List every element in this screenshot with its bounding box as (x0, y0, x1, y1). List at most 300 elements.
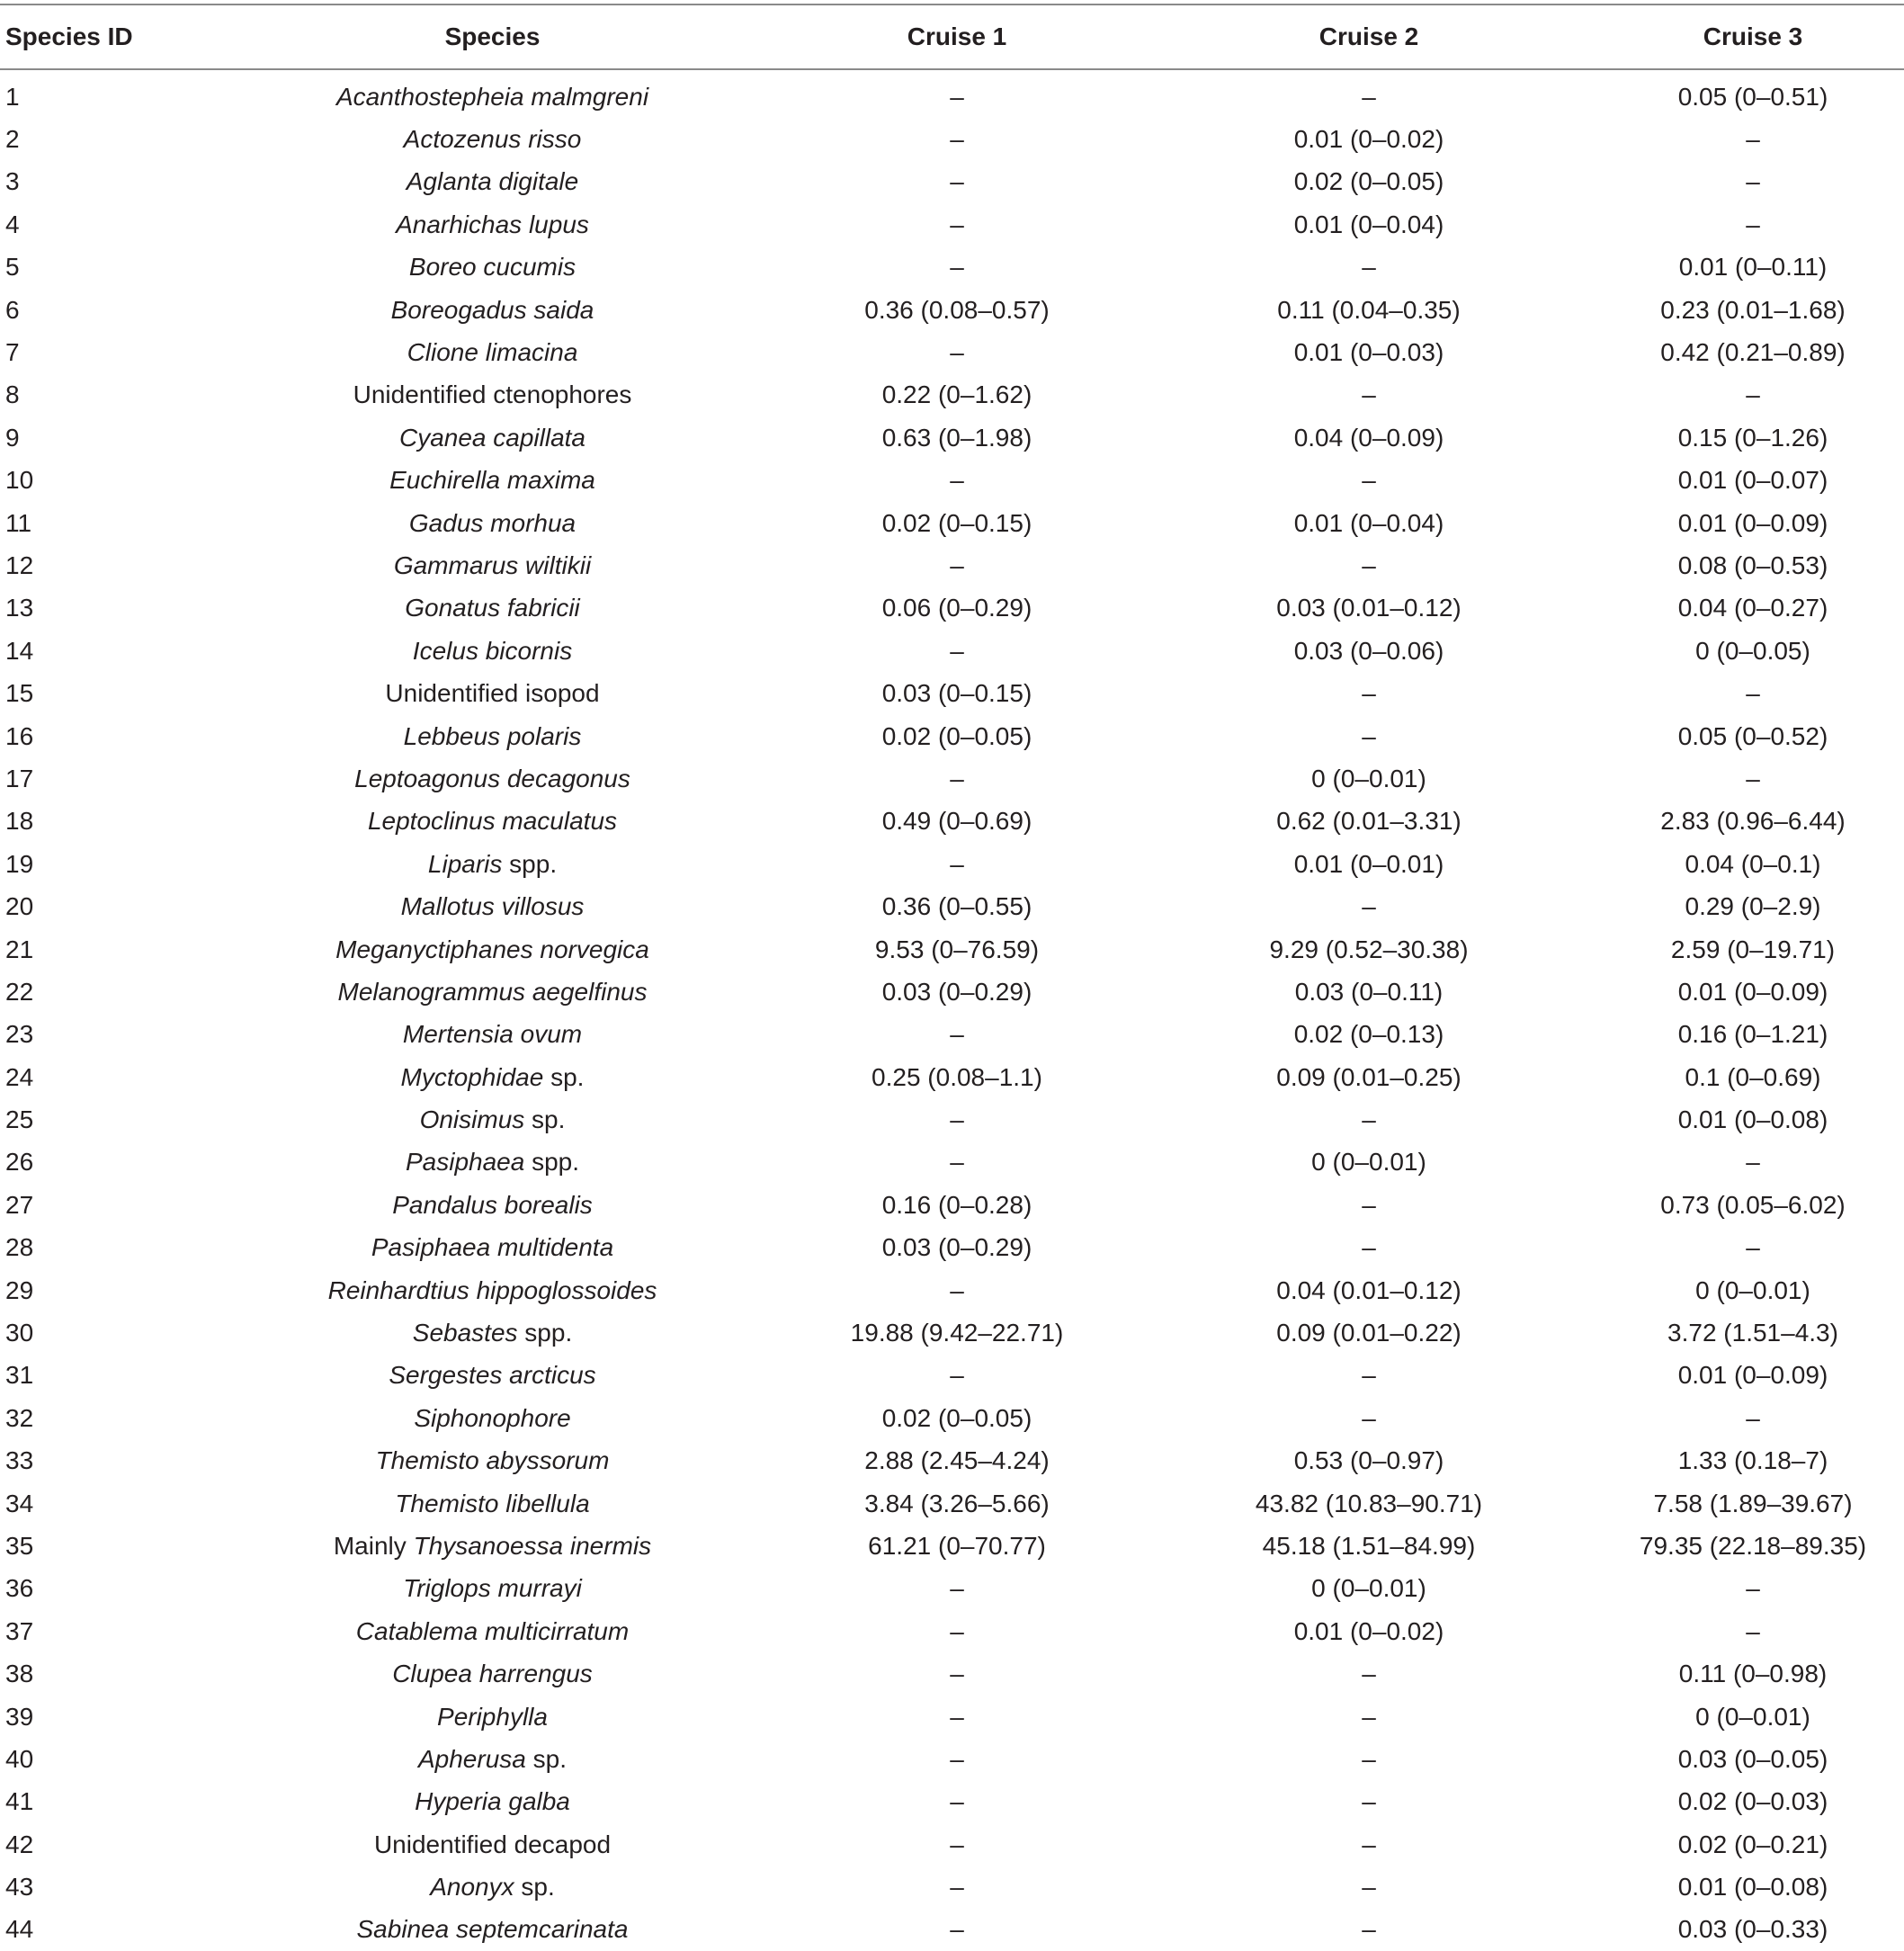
table-row (0, 1397, 1904, 1439)
cell-species-id: 12 (5, 550, 34, 579)
cell-cruise-2: 0 (0–0.01) (1311, 764, 1426, 792)
cell-cruise-1: – (950, 167, 964, 196)
species-name: Anarhichas lupus (396, 210, 589, 238)
cell-cruise-2: – (1362, 1403, 1376, 1432)
species-name: Siphonophore (414, 1403, 571, 1432)
table-row (0, 1098, 1904, 1141)
cell-cruise-1: – (950, 466, 964, 495)
species-name: Meganyctiphanes norvegica (335, 935, 649, 963)
cell-species (207, 374, 778, 416)
cell-species-id: 15 (5, 679, 34, 708)
species-prefix: Mainly (333, 1531, 414, 1560)
header-cruise-3: Cruise 3 (1703, 22, 1803, 50)
cell-species (207, 1269, 778, 1311)
cell-cruise-1: 0.25 (0.08–1.1) (872, 1062, 1042, 1091)
cell-species (207, 1141, 778, 1184)
cell-cruise-2: – (1362, 1744, 1376, 1773)
cell-species-id: 23 (5, 1020, 34, 1049)
cell-cruise-2: – (1362, 1787, 1376, 1816)
cell-species-id: 29 (5, 1275, 34, 1304)
cell-cruise-1: 0.36 (0–0.55) (881, 892, 1032, 921)
cell-species-id: 10 (5, 466, 34, 495)
cell-species-id: 2 (5, 125, 20, 154)
cell-cruise-3: 0.01 (0–0.09) (1677, 977, 1828, 1006)
cell-cruise-1: 2.88 (2.45–4.24) (864, 1446, 1050, 1475)
cell-cruise-1: – (950, 338, 964, 367)
table-row (0, 416, 1904, 459)
species-suffix: sp. (525, 1744, 567, 1773)
cell-cruise-3: – (1746, 1403, 1760, 1432)
cell-cruise-2: – (1362, 892, 1376, 921)
cell-cruise-2: 45.18 (1.51–84.99) (1262, 1531, 1476, 1560)
cell-cruise-3: – (1746, 764, 1760, 792)
cell-cruise-3: 0.11 (0–0.98) (1678, 1660, 1828, 1688)
table-row (0, 971, 1904, 1013)
cell-species-id: 32 (5, 1403, 34, 1432)
species-name: Cyanea capillata (398, 423, 586, 452)
cell-cruise-2: 0.01 (0–0.02) (1293, 125, 1444, 154)
species-name: Unidentified isopod (385, 679, 600, 708)
cell-cruise-1: – (950, 125, 964, 154)
species-name: Acanthostepheia malmgreni (335, 82, 649, 111)
cell-species-id: 40 (5, 1744, 34, 1773)
cell-cruise-3: 0.16 (0–1.21) (1677, 1020, 1828, 1049)
cell-cruise-2: 0.09 (0.01–0.22) (1276, 1319, 1462, 1347)
cell-cruise-1: 0.02 (0–0.05) (881, 1403, 1032, 1432)
species-name: Pandalus borealis (392, 1190, 593, 1219)
cell-species-id: 14 (5, 636, 34, 665)
cell-cruise-1: 0.63 (0–1.98) (881, 423, 1032, 452)
cell-species-id: 35 (5, 1531, 34, 1560)
table-row (0, 885, 1904, 927)
cell-cruise-1: 0.02 (0–0.05) (881, 721, 1032, 750)
cell-cruise-3: 0.42 (0.21–0.89) (1660, 338, 1846, 367)
cell-species (207, 1355, 778, 1397)
cell-species-id: 43 (5, 1873, 34, 1902)
cell-species (207, 715, 778, 757)
species-name: Clupea harrengus (392, 1660, 593, 1688)
cell-cruise-2: – (1362, 550, 1376, 579)
cell-cruise-1: – (950, 1616, 964, 1645)
cell-cruise-2: – (1362, 1660, 1376, 1688)
cell-species (207, 1482, 778, 1525)
species-name: Boreo cucumis (408, 253, 577, 282)
cell-cruise-2: 0.02 (0–0.05) (1293, 167, 1444, 196)
table-header (0, 5, 1904, 68)
table-row (0, 757, 1904, 800)
table-row (0, 587, 1904, 630)
table-row (0, 1141, 1904, 1184)
species-name: Liparis (427, 849, 503, 878)
cell-cruise-3: 0.01 (0–0.11) (1678, 253, 1828, 282)
cell-species-id: 36 (5, 1574, 34, 1603)
species-name: Leptoagonus decagonus (354, 764, 630, 792)
table-row (0, 374, 1904, 416)
cell-species (207, 289, 778, 331)
table-row (0, 630, 1904, 672)
header-spacer (0, 68, 1904, 76)
cell-cruise-3: 0.02 (0–0.21) (1677, 1830, 1828, 1858)
cell-cruise-2: – (1362, 1105, 1376, 1134)
cell-cruise-2: 0.01 (0–0.04) (1293, 508, 1444, 537)
cell-cruise-3: – (1746, 1233, 1760, 1262)
header-cruise-1: Cruise 1 (907, 22, 1007, 50)
cell-cruise-3: 3.72 (1.51–4.3) (1667, 1319, 1838, 1347)
cell-species (207, 331, 778, 373)
cell-cruise-3: – (1746, 1148, 1760, 1177)
cell-cruise-2: 0 (0–0.01) (1311, 1148, 1426, 1177)
cell-cruise-3: 0.01 (0–0.09) (1677, 508, 1828, 537)
species-name: Boreogadus saida (390, 295, 594, 324)
cell-cruise-3: 0 (0–0.05) (1695, 636, 1810, 665)
cell-species (207, 1652, 778, 1695)
cell-cruise-2: – (1362, 1873, 1376, 1902)
cell-species (207, 460, 778, 502)
cell-cruise-2: 0.04 (0–0.09) (1293, 423, 1444, 452)
cell-species-id: 7 (5, 338, 20, 367)
table-row (0, 1652, 1904, 1695)
table-row (0, 289, 1904, 331)
cell-species (207, 757, 778, 800)
species-name: Gonatus fabricii (405, 594, 580, 622)
cell-species (207, 1098, 778, 1141)
cell-species (207, 1568, 778, 1610)
cell-cruise-2: 0.62 (0.01–3.31) (1276, 807, 1462, 836)
table-row (0, 331, 1904, 373)
cell-cruise-3: 0.15 (0–1.26) (1677, 423, 1828, 452)
cell-species-id: 25 (5, 1105, 34, 1134)
cell-cruise-1: 0.22 (0–1.62) (881, 380, 1032, 409)
cell-species-id: 38 (5, 1660, 34, 1688)
cell-cruise-3: 0.01 (0–0.07) (1677, 466, 1828, 495)
species-name: Periphylla (437, 1702, 548, 1731)
species-name: Pasiphaea (405, 1148, 525, 1177)
cell-cruise-2: – (1362, 679, 1376, 708)
table-row (0, 843, 1904, 885)
species-name: Pasiphaea multidenta (371, 1233, 614, 1262)
species-name: Catablema multicirratum (355, 1616, 630, 1645)
cell-cruise-3: 0.29 (0–2.9) (1685, 892, 1821, 921)
species-name: Sergestes arcticus (389, 1361, 596, 1390)
cell-cruise-2: 0.01 (0–0.02) (1293, 1616, 1444, 1645)
cell-species (207, 1184, 778, 1226)
cell-cruise-3: 0.01 (0–0.08) (1677, 1873, 1828, 1902)
cell-cruise-3: 0.03 (0–0.33) (1677, 1915, 1828, 1944)
species-name: Apherusa (417, 1744, 526, 1773)
species-name: Euchirella maxima (389, 466, 595, 495)
cell-species-id: 17 (5, 764, 34, 792)
table-row (0, 1610, 1904, 1652)
species-name: Lebbeus polaris (403, 721, 582, 750)
table-row (0, 1269, 1904, 1311)
cell-cruise-1: – (950, 1105, 964, 1134)
cell-species (207, 502, 778, 544)
cell-cruise-1: 61.21 (0–70.77) (868, 1531, 1046, 1560)
cell-species (207, 801, 778, 843)
species-name: Anonyx (430, 1873, 514, 1902)
species-suffix: spp. (524, 1148, 580, 1177)
cell-cruise-3: 0.05 (0–0.52) (1677, 721, 1828, 750)
cell-cruise-3: 0.02 (0–0.03) (1677, 1787, 1828, 1816)
cell-cruise-3: 0.01 (0–0.09) (1677, 1361, 1828, 1390)
cell-cruise-1: 0.49 (0–0.69) (881, 807, 1032, 836)
cell-cruise-1: – (950, 1361, 964, 1390)
cell-cruise-2: 0.11 (0.04–0.35) (1277, 295, 1461, 324)
species-suffix: sp. (543, 1062, 585, 1091)
cell-species (207, 1014, 778, 1056)
table-row (0, 76, 1904, 118)
cell-cruise-2: 9.29 (0.52–30.38) (1269, 935, 1469, 963)
cell-cruise-3: 0.01 (0–0.08) (1677, 1105, 1828, 1134)
cell-cruise-2: 0.01 (0–0.03) (1293, 338, 1444, 367)
cell-cruise-1: 0.06 (0–0.29) (881, 594, 1032, 622)
cell-species-id: 1 (5, 82, 20, 111)
cell-species-id: 8 (5, 380, 20, 409)
cell-species-id: 37 (5, 1616, 34, 1645)
cell-cruise-3: 0.04 (0–0.27) (1677, 594, 1828, 622)
cell-cruise-1: – (950, 82, 964, 111)
cell-species (207, 1823, 778, 1866)
cell-species (207, 672, 778, 714)
cell-cruise-1: – (950, 1787, 964, 1816)
cell-species (207, 928, 778, 971)
cell-species-id: 9 (5, 423, 20, 452)
cell-cruise-1: – (950, 764, 964, 792)
table-row (0, 672, 1904, 714)
cell-species-id: 34 (5, 1489, 34, 1517)
cell-species (207, 1738, 778, 1780)
species-name: Unidentified ctenophores (353, 380, 632, 409)
cell-cruise-3: 0.08 (0–0.53) (1677, 550, 1828, 579)
cell-cruise-1: – (950, 1020, 964, 1049)
cell-cruise-1: 0.02 (0–0.15) (881, 508, 1032, 537)
table-row (0, 928, 1904, 971)
cell-cruise-1: – (950, 253, 964, 282)
table-row (0, 1440, 1904, 1482)
cell-species-id: 27 (5, 1190, 34, 1219)
cell-species-id: 13 (5, 594, 34, 622)
cell-cruise-3: – (1746, 167, 1760, 196)
cell-cruise-3: 0.1 (0–0.69) (1685, 1062, 1821, 1091)
cell-cruise-2: – (1362, 380, 1376, 409)
cell-cruise-2: 0.01 (0–0.04) (1293, 210, 1444, 238)
table-row (0, 460, 1904, 502)
species-suffix: sp. (524, 1105, 566, 1134)
table-row (0, 1311, 1904, 1354)
cell-cruise-2: 0.04 (0.01–0.12) (1276, 1275, 1462, 1304)
cell-species (207, 1227, 778, 1269)
species-name: Clione limacina (407, 338, 578, 367)
table-row (0, 1823, 1904, 1866)
cell-species-id: 22 (5, 977, 34, 1006)
cell-cruise-1: – (950, 1275, 964, 1304)
species-name: Mertensia ovum (402, 1020, 583, 1049)
cell-species (207, 1610, 778, 1652)
cell-species-id: 20 (5, 892, 34, 921)
cell-cruise-3: 0.73 (0.05–6.02) (1660, 1190, 1846, 1219)
cell-cruise-3: 0.04 (0–0.1) (1685, 849, 1821, 878)
table-row (0, 118, 1904, 160)
cell-cruise-1: 0.03 (0–0.15) (881, 679, 1032, 708)
cell-species-id: 26 (5, 1148, 34, 1177)
table-row (0, 1482, 1904, 1525)
cell-cruise-3: – (1746, 679, 1760, 708)
species-name: Mallotus villosus (400, 892, 585, 921)
cell-cruise-1: – (950, 550, 964, 579)
cell-species-id: 21 (5, 935, 34, 963)
cell-species (207, 1781, 778, 1823)
cell-cruise-1: 3.84 (3.26–5.66) (864, 1489, 1050, 1517)
cell-cruise-3: – (1746, 380, 1760, 409)
table-row (0, 502, 1904, 544)
cell-species (207, 416, 778, 459)
cell-cruise-1: – (950, 1148, 964, 1177)
cell-cruise-2: – (1362, 1361, 1376, 1390)
cell-species-id: 44 (5, 1915, 34, 1944)
cell-species (207, 1397, 778, 1439)
cell-cruise-3: 0.03 (0–0.05) (1677, 1744, 1828, 1773)
cell-species (207, 1311, 778, 1354)
table-row (0, 1184, 1904, 1226)
cell-cruise-3: 2.59 (0–19.71) (1670, 935, 1836, 963)
cell-species (207, 203, 778, 246)
cell-species-id: 28 (5, 1233, 34, 1262)
species-name: Gammarus wiltikii (393, 550, 592, 579)
species-name: Actozenus risso (403, 125, 582, 154)
cell-species-id: 41 (5, 1787, 34, 1816)
cell-species (207, 1056, 778, 1098)
cell-cruise-1: – (950, 1702, 964, 1731)
cell-cruise-2: 0.02 (0–0.13) (1293, 1020, 1444, 1049)
table-row (0, 1696, 1904, 1738)
cell-species-id: 19 (5, 849, 34, 878)
cell-species (207, 544, 778, 586)
species-name: Thysanoessa inermis (413, 1531, 652, 1560)
cell-species (207, 1866, 778, 1908)
cell-species (207, 1440, 778, 1482)
table-row (0, 544, 1904, 586)
cell-cruise-2: 0 (0–0.01) (1311, 1574, 1426, 1603)
cell-species-id: 5 (5, 253, 20, 282)
species-name: Icelus bicornis (412, 636, 573, 665)
table-row (0, 1781, 1904, 1823)
cell-species (207, 1525, 778, 1567)
cell-cruise-1: 0.03 (0–0.29) (881, 977, 1032, 1006)
cell-species-id: 18 (5, 807, 34, 836)
table-row (0, 203, 1904, 246)
cell-species-id: 6 (5, 295, 20, 324)
cell-cruise-1: – (950, 1574, 964, 1603)
cell-cruise-3: – (1746, 1616, 1760, 1645)
cell-species-id: 30 (5, 1319, 34, 1347)
cell-cruise-1: 19.88 (9.42–22.71) (850, 1319, 1064, 1347)
cell-cruise-2: 0.01 (0–0.01) (1293, 849, 1444, 878)
species-name: Themisto abyssorum (375, 1446, 610, 1475)
cell-cruise-1: 0.16 (0–0.28) (881, 1190, 1032, 1219)
species-name: Unidentified decapod (373, 1830, 612, 1858)
table-row (0, 715, 1904, 757)
species-name: Leptoclinus maculatus (367, 807, 618, 836)
cell-cruise-2: 43.82 (10.83–90.71) (1255, 1489, 1483, 1517)
cell-cruise-2: 0.53 (0–0.97) (1293, 1446, 1444, 1475)
cell-cruise-2: 0.03 (0.01–0.12) (1276, 594, 1462, 622)
cell-cruise-3: 0.23 (0.01–1.68) (1660, 295, 1846, 324)
table-row (0, 161, 1904, 203)
species-suffix: spp. (502, 849, 558, 878)
cell-cruise-3: – (1746, 1574, 1760, 1603)
species-name: Hyperia galba (415, 1787, 570, 1816)
cell-species-id: 33 (5, 1446, 34, 1475)
cell-cruise-2: 0.03 (0–0.11) (1294, 977, 1444, 1006)
cell-species (207, 843, 778, 885)
cell-species (207, 885, 778, 927)
species-name: Themisto libellula (395, 1489, 590, 1517)
cell-cruise-2: – (1362, 466, 1376, 495)
cell-cruise-2: – (1362, 1830, 1376, 1858)
cell-cruise-3: 1.33 (0.18–7) (1677, 1446, 1828, 1475)
species-name: Melanogrammus aegelfinus (337, 977, 648, 1006)
cell-cruise-1: – (950, 636, 964, 665)
cell-cruise-3: 7.58 (1.89–39.67) (1653, 1489, 1853, 1517)
cell-species (207, 630, 778, 672)
cell-species-id: 16 (5, 721, 34, 750)
table-row (0, 1525, 1904, 1567)
cell-species (207, 1696, 778, 1738)
table-row (0, 1056, 1904, 1098)
header-species: Species (444, 22, 541, 50)
cell-cruise-2: – (1362, 1233, 1376, 1262)
cell-species-id: 42 (5, 1830, 34, 1858)
table-row (0, 801, 1904, 843)
species-name: Sabinea septemcarinata (356, 1915, 629, 1944)
species-name: Myctophidae (400, 1062, 544, 1091)
cell-cruise-2: – (1362, 1190, 1376, 1219)
species-name: Gadus morhua (408, 508, 577, 537)
cell-cruise-1: 9.53 (0–76.59) (874, 935, 1040, 963)
cell-species (207, 1909, 778, 1951)
cell-cruise-1: – (950, 1915, 964, 1944)
cell-species (207, 246, 778, 289)
table-row (0, 1227, 1904, 1269)
species-name: Onisimus (419, 1105, 525, 1134)
header-species-id: Species ID (5, 22, 133, 50)
cell-cruise-3: – (1746, 210, 1760, 238)
cell-cruise-1: 0.03 (0–0.29) (881, 1233, 1032, 1262)
cell-cruise-2: – (1362, 253, 1376, 282)
cell-species (207, 587, 778, 630)
species-suffix: spp. (517, 1319, 573, 1347)
header-cruise-2: Cruise 2 (1318, 22, 1419, 50)
cell-cruise-3: 0.05 (0–0.51) (1677, 82, 1828, 111)
cell-species (207, 76, 778, 118)
cell-cruise-3: 2.83 (0.96–6.44) (1660, 807, 1846, 836)
species-name: Reinhardtius hippoglossoides (327, 1275, 657, 1304)
species-table (0, 5, 1904, 1951)
species-suffix: sp. (514, 1873, 555, 1902)
cell-species-id: 3 (5, 167, 20, 196)
cell-cruise-3: 0 (0–0.01) (1695, 1702, 1810, 1731)
cell-species-id: 24 (5, 1062, 34, 1091)
table-row (0, 1568, 1904, 1610)
cell-species-id: 31 (5, 1361, 34, 1390)
table-row (0, 1738, 1904, 1780)
cell-species-id: 11 (5, 508, 32, 537)
cell-species-id: 4 (5, 210, 20, 238)
cell-cruise-2: – (1362, 721, 1376, 750)
cell-cruise-1: – (950, 210, 964, 238)
table-row (0, 1866, 1904, 1908)
header-row (0, 5, 1904, 68)
